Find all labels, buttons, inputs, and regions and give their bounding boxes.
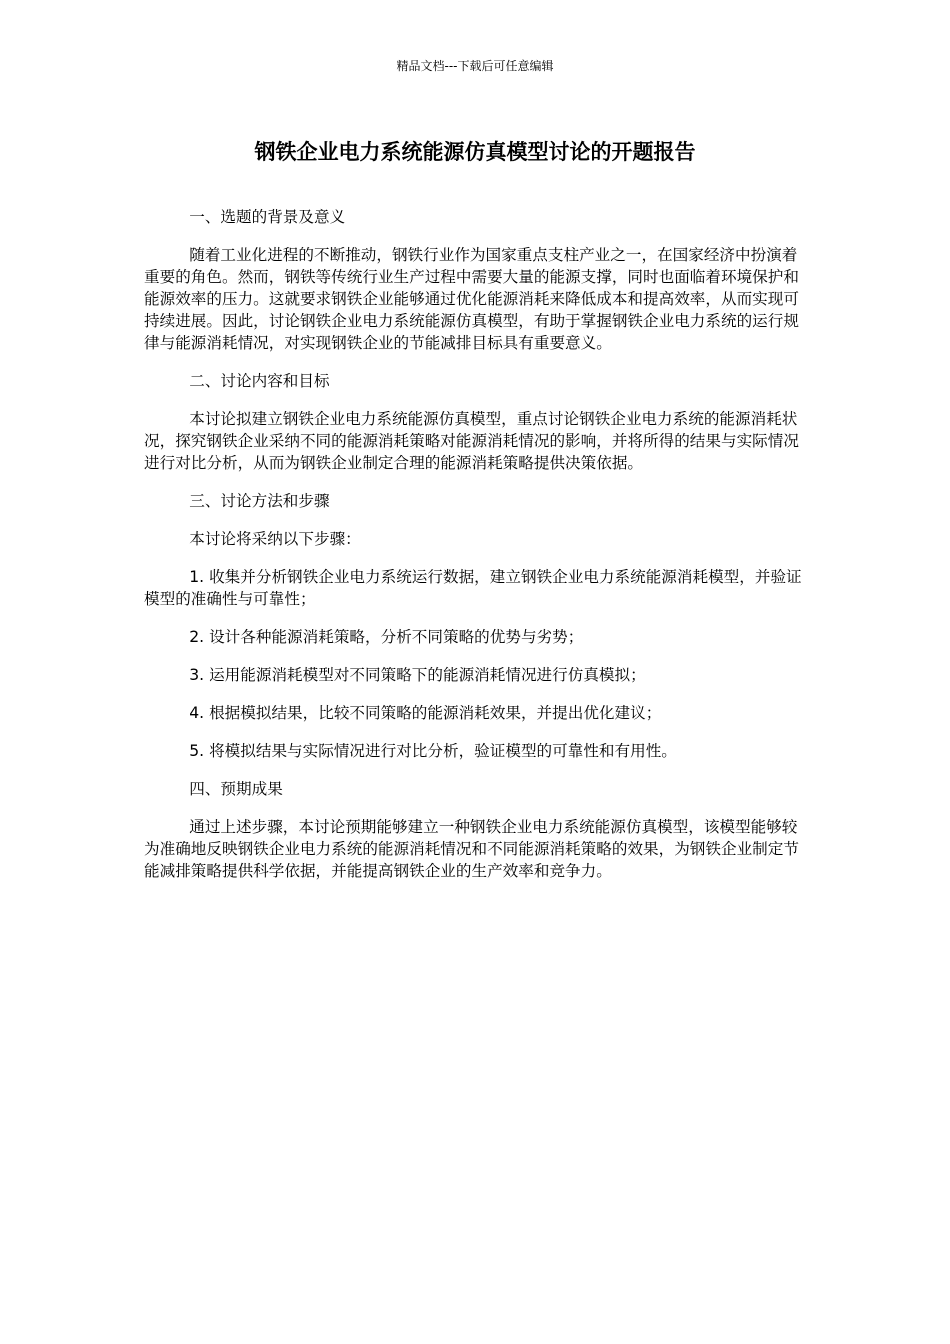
page-header-note: 精品文档---下载后可任意编辑 bbox=[396, 59, 554, 73]
section-heading-content-goals: 二、讨论内容和目标 bbox=[189, 372, 330, 390]
list-item-step-1: 1. 收集并分析钢铁企业电力系统运行数据，建立钢铁企业电力系统能源消耗模型，并验证模型的准确性与可靠性； bbox=[144, 568, 802, 608]
section-heading-methods: 三、讨论方法和步骤 bbox=[189, 492, 330, 510]
section-heading-background: 一、选题的背景及意义 bbox=[189, 208, 346, 226]
list-item-step-2: 2. 设计各种能源消耗策略，分析不同策略的优势与劣势； bbox=[189, 628, 584, 646]
paragraph-content-goals: 本讨论拟建立钢铁企业电力系统能源仿真模型，重点讨论钢铁企业电力系统的能源消耗状况，探究钢铁企业采纳不同的能源消耗策略对能源消耗情况的影响，并将所得的结果与实际情况进行对比分析，从而为钢铁企业制定合理的能源消耗策略提供决策依据。 bbox=[144, 410, 799, 472]
list-item-step-5: 5. 将模拟结果与实际情况进行对比分析，验证模型的可靠性和有用性。 bbox=[189, 742, 677, 760]
list-item-step-4: 4. 根据模拟结果，比较不同策略的能源消耗效果，并提出优化建议； bbox=[189, 704, 662, 722]
list-item-step-3: 3. 运用能源消耗模型对不同策略下的能源消耗情况进行仿真模拟； bbox=[189, 666, 646, 684]
section-heading-expected-results: 四、预期成果 bbox=[189, 780, 283, 798]
paragraph-expected-results: 通过上述步骤，本讨论预期能够建立一种钢铁企业电力系统能源仿真模型，该模型能够较为准确地反映钢铁企业电力系统的能源消耗情况和不同能源消耗策略的效果，为钢铁企业制定节能减排策略提供科学依据，并能提高钢铁企业的生产效率和竞争力。 bbox=[144, 818, 799, 880]
paragraph-background: 随着工业化进程的不断推动，钢铁行业作为国家重点支柱产业之一，在国家经济中扮演着重要的角色。然而，钢铁等传统行业生产过程中需要大量的能源支撑，同时也面临着环境保护和能源效率的压力。这就要求钢铁企业能够通过优化能源消耗来降低成本和提高效率，从而实现可持续进展。因此，讨论钢铁企业电力系统能源仿真模型，有助于掌握钢铁企业电力系统的运行规律与能源消耗情况，对实现钢铁企业的节能减排目标具有重要意义。 bbox=[144, 246, 799, 352]
paragraph-methods-intro: 本讨论将采纳以下步骤： bbox=[189, 530, 361, 548]
document-body bbox=[144, 206, 806, 898]
document-title: 钢铁企业电力系统能源仿真模型讨论的开题报告 bbox=[254, 140, 696, 164]
